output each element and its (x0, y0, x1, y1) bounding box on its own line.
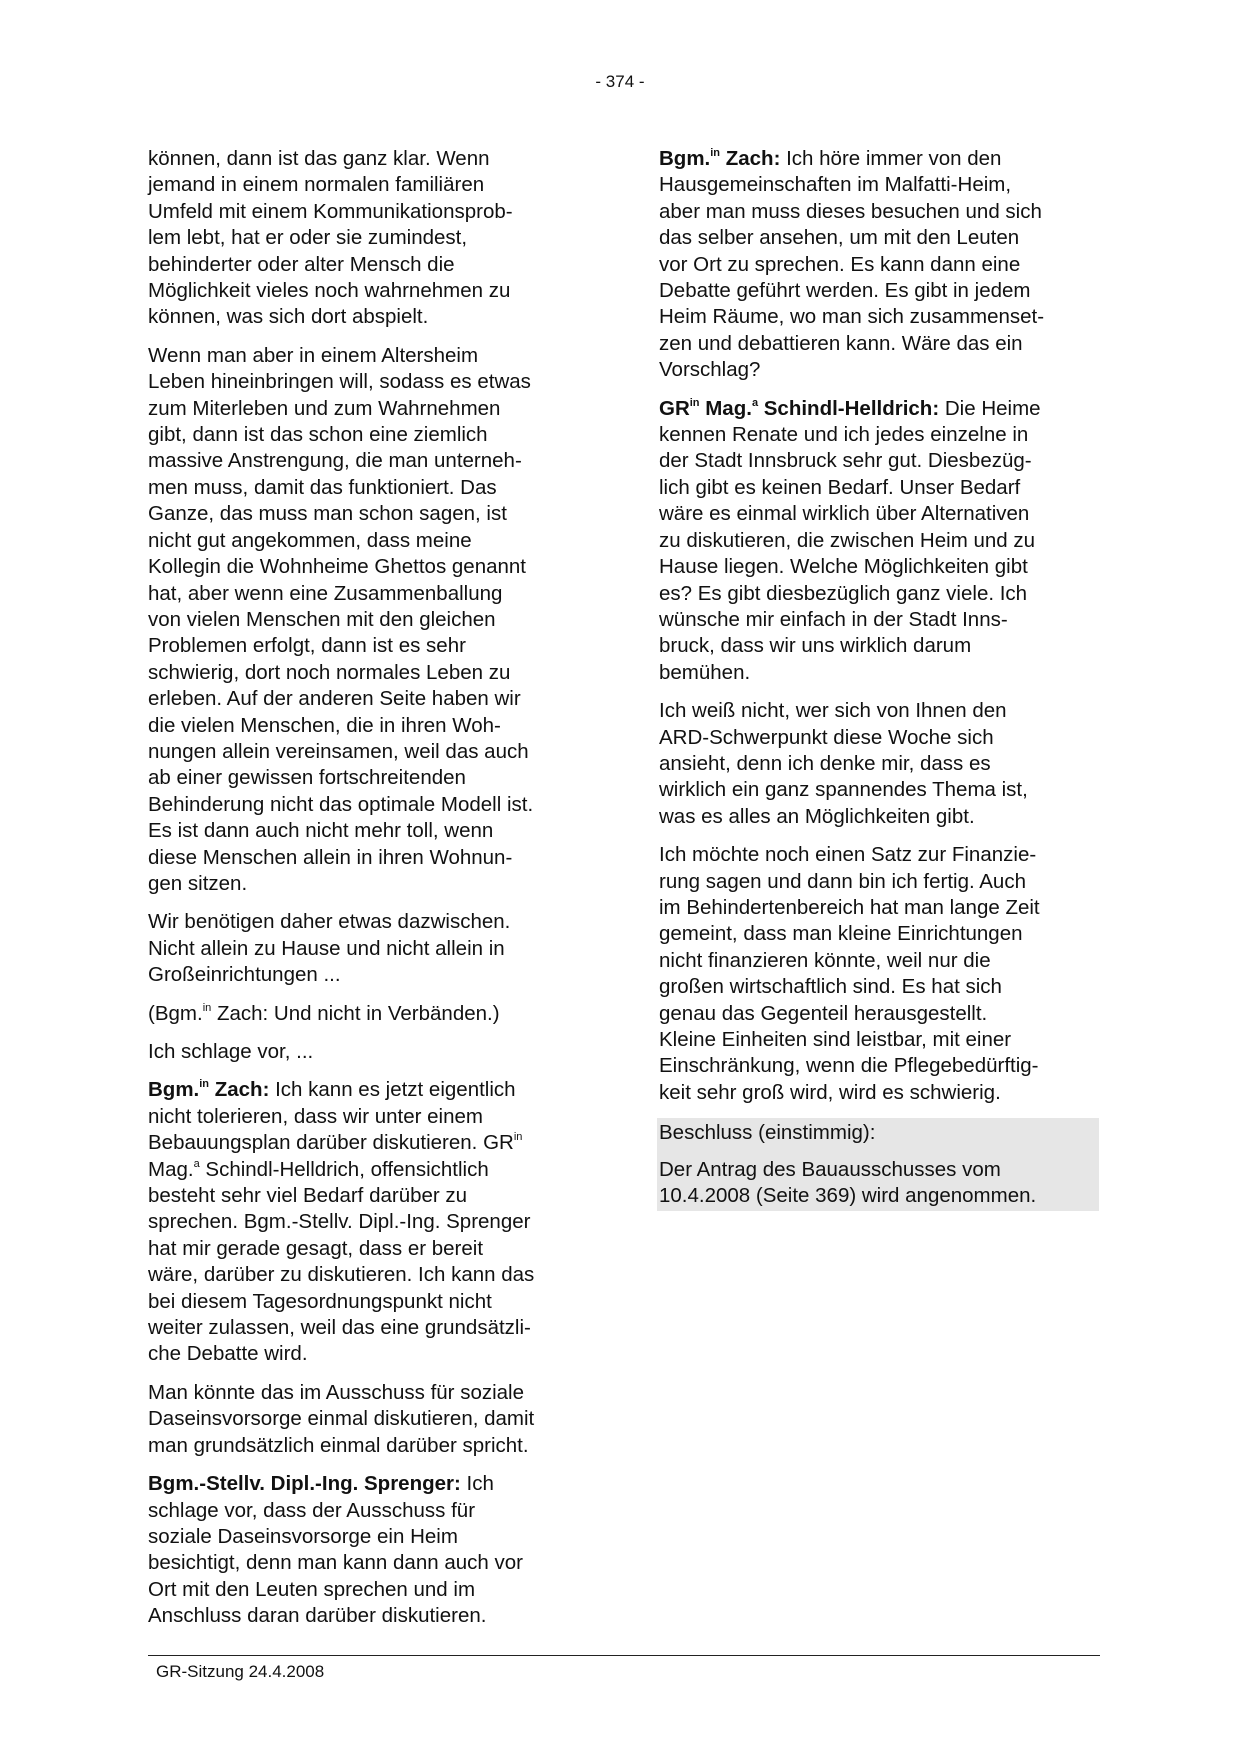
interjection (148, 1001, 588, 1027)
speech-text: Ich schlage vor, dass der Ausschuss für soziale Daseinsvorsorge ein Heim besichtigt, denn man kann dann auch vor Ort mit den Leuten sprechen und im Anschluss daran darüber diskutieren. (148, 1472, 523, 1628)
speech-text: Ich kann es jetzt eigentlich nicht tolerieren, dass wir unter einem Bebauungsplan darüber diskutieren. GR (148, 1078, 516, 1155)
decision-box (657, 1118, 1099, 1211)
superscript: a (193, 1157, 200, 1170)
paragraph: Ich möchte noch einen Satz zur Finanzie- rung sagen und dann bin ich fertig. Auch im Behindertenbereich hat man lange Zeit gemeint, dass man kleine Einrichtungen nicht finanzieren könnte, weil nur die großen wirtschaftlich sind. Es hat sich genau das Gegenteil herausgestellt. Kleine Einheiten sind leistbar, mit einer Einschränkung, wenn die Pflegebedürftig- keit sehr groß wird, wird es schwierig. (659, 843, 1040, 1104)
superscript: in (689, 396, 700, 409)
speech-text: Die Heime kennen Renate und ich jedes einzelne in der Stadt Innsbruck sehr gut. Diesbezüg- lich gibt es keinen Bedarf. Unser Bedarf wäre es einmal wirklich über Alternativen zu diskutieren, die zwischen Heim und zu Hause liegen. Welche Möglichkeiten gibt es? Es gibt diesbezüglich ganz viele. Ich wünsche mir einfach in der Stadt Inns- bruck, dass wir uns wirklich darum bemühen. (659, 396, 1041, 684)
superscript: in (202, 1001, 212, 1014)
paragraph: Man könnte das im Ausschuss für soziale Daseinsvorsorge einmal diskutieren, damit man grundsätzlich einmal darüber spricht. (148, 1380, 535, 1457)
superscript: in (710, 147, 721, 159)
speech-text: Ich höre immer von den Hausgemeinschaften im Malfatti-Heim, aber man muss dieses besuchen und sich das selber ansehen, um mit den Leuten vor Ort zu sprechen. Es kann dann eine Debatte geführt werden. Es gibt in jedem Heim Räume, wo man sich zusammenset- zen und debattieren kann. Wäre das ein Vorschlag? (659, 147, 1045, 382)
speaker-name (148, 1078, 269, 1101)
decision-title: Beschluss (einstimmig): (659, 1121, 876, 1145)
page-number: - 374 - (595, 72, 645, 91)
decision-text: Der Antrag des Bauausschusses vom 10.4.2008 (Seite 369) wird angenommen. (659, 1157, 1037, 1208)
speaker-name: Bgm.-Stellv. Dipl.-Ing. Sprenger: (148, 1472, 461, 1496)
paragraph: Ich schlage vor, ... (148, 1040, 314, 1063)
speaker-title: GR (659, 396, 690, 420)
paragraph: können, dann ist das ganz klar. Wenn jemand in einem normalen familiären Umfeld mit einem Kommunikationsprob- lem lebt, hat er oder sie zumindest, behinderter oder alter Mensch die Möglichkeit vieles noch wahrnehmen zu können, was sich dort abspielt. (148, 147, 513, 329)
decision-spacer (659, 1147, 1095, 1157)
superscript: in (199, 1078, 210, 1091)
speaker-name (659, 147, 780, 170)
right-column (659, 146, 1099, 1211)
speech (659, 396, 1099, 686)
speech (148, 1077, 588, 1367)
paragraph: Wir benötigen daher etwas dazwischen. Nicht allein zu Hause und nicht allein in Großeinrichtungen ... (148, 910, 511, 987)
paragraph: Wenn man aber in einem Altersheim Leben hineinbringen will, sodass es etwas zum Miterleben und zum Wahrnehmen gibt, dann ist das schon eine ziemlich massive Anstrengung, die man unterneh- men muss, damit das funktioniert. Das Ganze, das muss man schon sagen, ist nicht gut angekommen, dass meine Kollegin die Wohnheime Ghettos genannt hat, aber wenn eine Zusammenballung von vielen Menschen mit den gleichen Problemen erfolgt, dann ist es sehr schwierig, dort noch normales Leben zu erleben. Auf der anderen Seite haben wir die vielen Menschen, die in ihren Woh- nungen allein vereinsamen, weil das auch ab einer gewissen fortschreitenden Behinderung nicht das optimale Modell ist. Es ist dann auch nicht mehr toll, wenn diese Menschen allein in ihren Wohnun- gen sitzen. (148, 343, 534, 895)
footer-text: GR-Sitzung 24.4.2008 (156, 1662, 325, 1681)
interjection-open: (Bgm. (148, 1001, 203, 1025)
speaker-surname: Schindl-Helldrich: (758, 396, 940, 420)
speech (148, 1471, 588, 1629)
superscript: a (751, 396, 759, 409)
superscript: in (513, 1131, 523, 1144)
speech-text: Schindl-Helldrich, offensichtlich besteht sehr viel Bedarf darüber zu sprechen. Bgm.-Stellv. Dipl.-Ing. Sprenger hat mir gerade gesagt, dass er bereit wäre, darüber zu diskutieren. Ich kann das bei diesem Tagesordnungspunkt nicht weiter zulassen, weil das eine grundsätzli- che Debatte wird. (148, 1157, 535, 1366)
speech (659, 146, 1099, 384)
footer-divider (148, 1655, 1100, 1656)
speaker-title: Bgm. (148, 1078, 200, 1102)
speaker-degree: Mag. (699, 396, 752, 420)
speaker-surname: Zach: (209, 1078, 270, 1102)
speaker-surname: Zach: (720, 147, 781, 170)
speaker-name (659, 397, 939, 420)
paragraph: Ich weiß nicht, wer sich von Ihnen den ARD-Schwerpunkt diese Woche sich ansieht, denn ich denke mir, dass es wirklich ein ganz spannendes Thema ist, was es alles an Möglichkeiten gibt. (659, 699, 1028, 828)
speech-text: Mag. (148, 1157, 194, 1181)
left-column (148, 146, 588, 1642)
interjection-text: Zach: Und nicht in Verbänden.) (211, 1001, 500, 1025)
speaker-title: Bgm. (659, 147, 711, 170)
